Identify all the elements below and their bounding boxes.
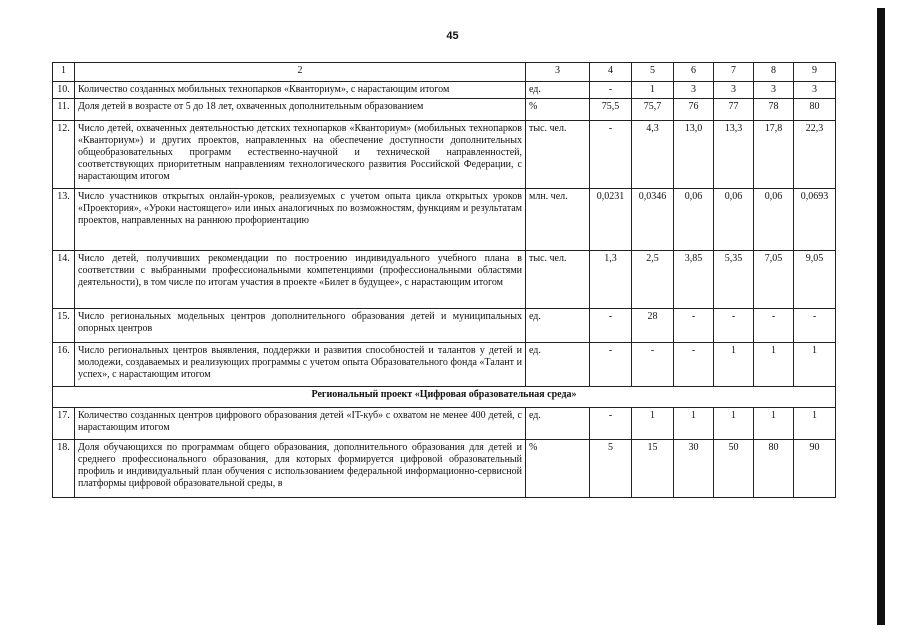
page-number: 45 bbox=[446, 30, 459, 42]
value-cell: 0,0231 bbox=[590, 189, 632, 251]
value-cell: 50 bbox=[714, 440, 754, 498]
value-cell: 1 bbox=[714, 408, 754, 440]
scan-edge-bar bbox=[877, 8, 885, 625]
section-row bbox=[53, 387, 836, 408]
value-cell: 9,05 bbox=[794, 251, 836, 309]
value-cell: 1,3 bbox=[590, 251, 632, 309]
value-cell: - bbox=[590, 408, 632, 440]
value-cell: 80 bbox=[754, 440, 794, 498]
value-cell: - bbox=[590, 343, 632, 387]
indicator-text: Число региональных центров выявления, поддержки и развития способностей и талантов у детей и молодежи, создаваемых и реализующих программы с учетом опыта Образовательного фонда «Талант и успех», с нарастающим итогом bbox=[75, 343, 526, 387]
value-cell: 0,06 bbox=[754, 189, 794, 251]
table-row bbox=[53, 82, 836, 99]
table-row bbox=[53, 408, 836, 440]
value-cell: 15 bbox=[632, 440, 674, 498]
value-cell: - bbox=[674, 309, 714, 343]
value-cell: 1 bbox=[794, 408, 836, 440]
value-cell: 4,3 bbox=[632, 121, 674, 189]
value-cell: - bbox=[754, 309, 794, 343]
value-cell: 1 bbox=[632, 408, 674, 440]
value-cell: 22,3 bbox=[794, 121, 836, 189]
column-header: 5 bbox=[632, 63, 674, 82]
value-cell: 5,35 bbox=[714, 251, 754, 309]
header-row bbox=[53, 63, 836, 82]
value-cell: 1 bbox=[794, 343, 836, 387]
column-header: 9 bbox=[794, 63, 836, 82]
value-cell: 3 bbox=[714, 82, 754, 99]
table-row bbox=[53, 343, 836, 387]
value-cell: 75,5 bbox=[590, 99, 632, 121]
value-cell: 80 bbox=[794, 99, 836, 121]
indicator-text: Количество созданных мобильных технопарков «Кванториум», с нарастающим итогом bbox=[75, 82, 526, 99]
value-cell: 3 bbox=[674, 82, 714, 99]
unit-cell: ед. bbox=[526, 408, 590, 440]
value-cell: 13,0 bbox=[674, 121, 714, 189]
indicator-text: Число детей, получивших рекомендации по построению индивидуального учебного плана в соответствии с выбранными профессиональными компетенциями (профессиональными областями деятельности), в том числе по итогам участия в проекте «Билет в будущее», с нарастающим итогом bbox=[75, 251, 526, 309]
value-cell: 1 bbox=[674, 408, 714, 440]
unit-cell: млн. чел. bbox=[526, 189, 590, 251]
unit-cell: ед. bbox=[526, 309, 590, 343]
unit-cell: % bbox=[526, 99, 590, 121]
value-cell: - bbox=[590, 309, 632, 343]
unit-cell: тыс. чел. bbox=[526, 251, 590, 309]
unit-cell: % bbox=[526, 440, 590, 498]
value-cell: 17,8 bbox=[754, 121, 794, 189]
value-cell: 2,5 bbox=[632, 251, 674, 309]
value-cell: 78 bbox=[754, 99, 794, 121]
row-number: 12. bbox=[53, 121, 75, 189]
row-number: 14. bbox=[53, 251, 75, 309]
table-row bbox=[53, 99, 836, 121]
indicators-table bbox=[52, 62, 836, 498]
table-row bbox=[53, 440, 836, 498]
column-header: 6 bbox=[674, 63, 714, 82]
indicator-text: Количество созданных центров цифрового образования детей «IT-куб» с охватом не менее 400 детей, с нарастающим итогом bbox=[75, 408, 526, 440]
value-cell: 3,85 bbox=[674, 251, 714, 309]
value-cell: 75,7 bbox=[632, 99, 674, 121]
indicator-text: Доля обучающихся по программам общего образования, дополнительного образования для детей и среднего профессионального образования, для которых формируется цифровой образовательный профиль и индивидуальный план обучения с использованием федеральной информационно-сервисной платформы цифровой образовательной среды, в bbox=[75, 440, 526, 498]
row-number: 13. bbox=[53, 189, 75, 251]
value-cell: - bbox=[674, 343, 714, 387]
value-cell: 1 bbox=[632, 82, 674, 99]
value-cell: 90 bbox=[794, 440, 836, 498]
indicator-text: Доля детей в возрасте от 5 до 18 лет, охваченных дополнительным образованием bbox=[75, 99, 526, 121]
unit-cell: ед. bbox=[526, 343, 590, 387]
row-number: 16. bbox=[53, 343, 75, 387]
table-row bbox=[53, 309, 836, 343]
value-cell: 1 bbox=[714, 343, 754, 387]
row-number: 10. bbox=[53, 82, 75, 99]
value-cell: 1 bbox=[754, 408, 794, 440]
value-cell: 7,05 bbox=[754, 251, 794, 309]
value-cell: 5 bbox=[590, 440, 632, 498]
column-header: 3 bbox=[526, 63, 590, 82]
value-cell: 0,06 bbox=[714, 189, 754, 251]
row-number: 17. bbox=[53, 408, 75, 440]
row-number: 15. bbox=[53, 309, 75, 343]
value-cell: - bbox=[714, 309, 754, 343]
unit-cell: ед. bbox=[526, 82, 590, 99]
value-cell: 0,0693 bbox=[794, 189, 836, 251]
row-number: 18. bbox=[53, 440, 75, 498]
table-row bbox=[53, 251, 836, 309]
unit-cell: тыс. чел. bbox=[526, 121, 590, 189]
value-cell: 3 bbox=[794, 82, 836, 99]
value-cell: - bbox=[590, 82, 632, 99]
column-header: 7 bbox=[714, 63, 754, 82]
value-cell: - bbox=[632, 343, 674, 387]
value-cell: 0,0346 bbox=[632, 189, 674, 251]
table-row bbox=[53, 121, 836, 189]
column-header: 1 bbox=[53, 63, 75, 82]
indicator-text: Число детей, охваченных деятельностью детских технопарков «Кванториум» (мобильных технопарков «Кванториум») и других проектов, направленных на обеспечение доступности дополнительных общеобразовательных программ естественно-научной и технической направленностей, соответствующих приоритетным направлениям технологического развития Российской Федерации, с нарастающим итогом bbox=[75, 121, 526, 189]
section-title: Региональный проект «Цифровая образовательная среда» bbox=[53, 387, 836, 408]
value-cell: 1 bbox=[754, 343, 794, 387]
value-cell: 77 bbox=[714, 99, 754, 121]
value-cell: - bbox=[590, 121, 632, 189]
value-cell: 28 bbox=[632, 309, 674, 343]
value-cell: - bbox=[794, 309, 836, 343]
column-header: 8 bbox=[754, 63, 794, 82]
table-row bbox=[53, 189, 836, 251]
indicator-text: Число региональных модельных центров дополнительного образования детей и муниципальных опорных центров bbox=[75, 309, 526, 343]
row-number: 11. bbox=[53, 99, 75, 121]
column-header: 4 bbox=[590, 63, 632, 82]
column-header: 2 bbox=[75, 63, 526, 82]
indicator-text: Число участников открытых онлайн-уроков, реализуемых с учетом опыта цикла открытых уроков «Проектория», «Уроки настоящего» или иных аналогичных по возможностям, функциям и результатам проектов, направленных на раннюю профориентацию bbox=[75, 189, 526, 251]
value-cell: 30 bbox=[674, 440, 714, 498]
value-cell: 13,3 bbox=[714, 121, 754, 189]
value-cell: 0,06 bbox=[674, 189, 714, 251]
value-cell: 76 bbox=[674, 99, 714, 121]
value-cell: 3 bbox=[754, 82, 794, 99]
